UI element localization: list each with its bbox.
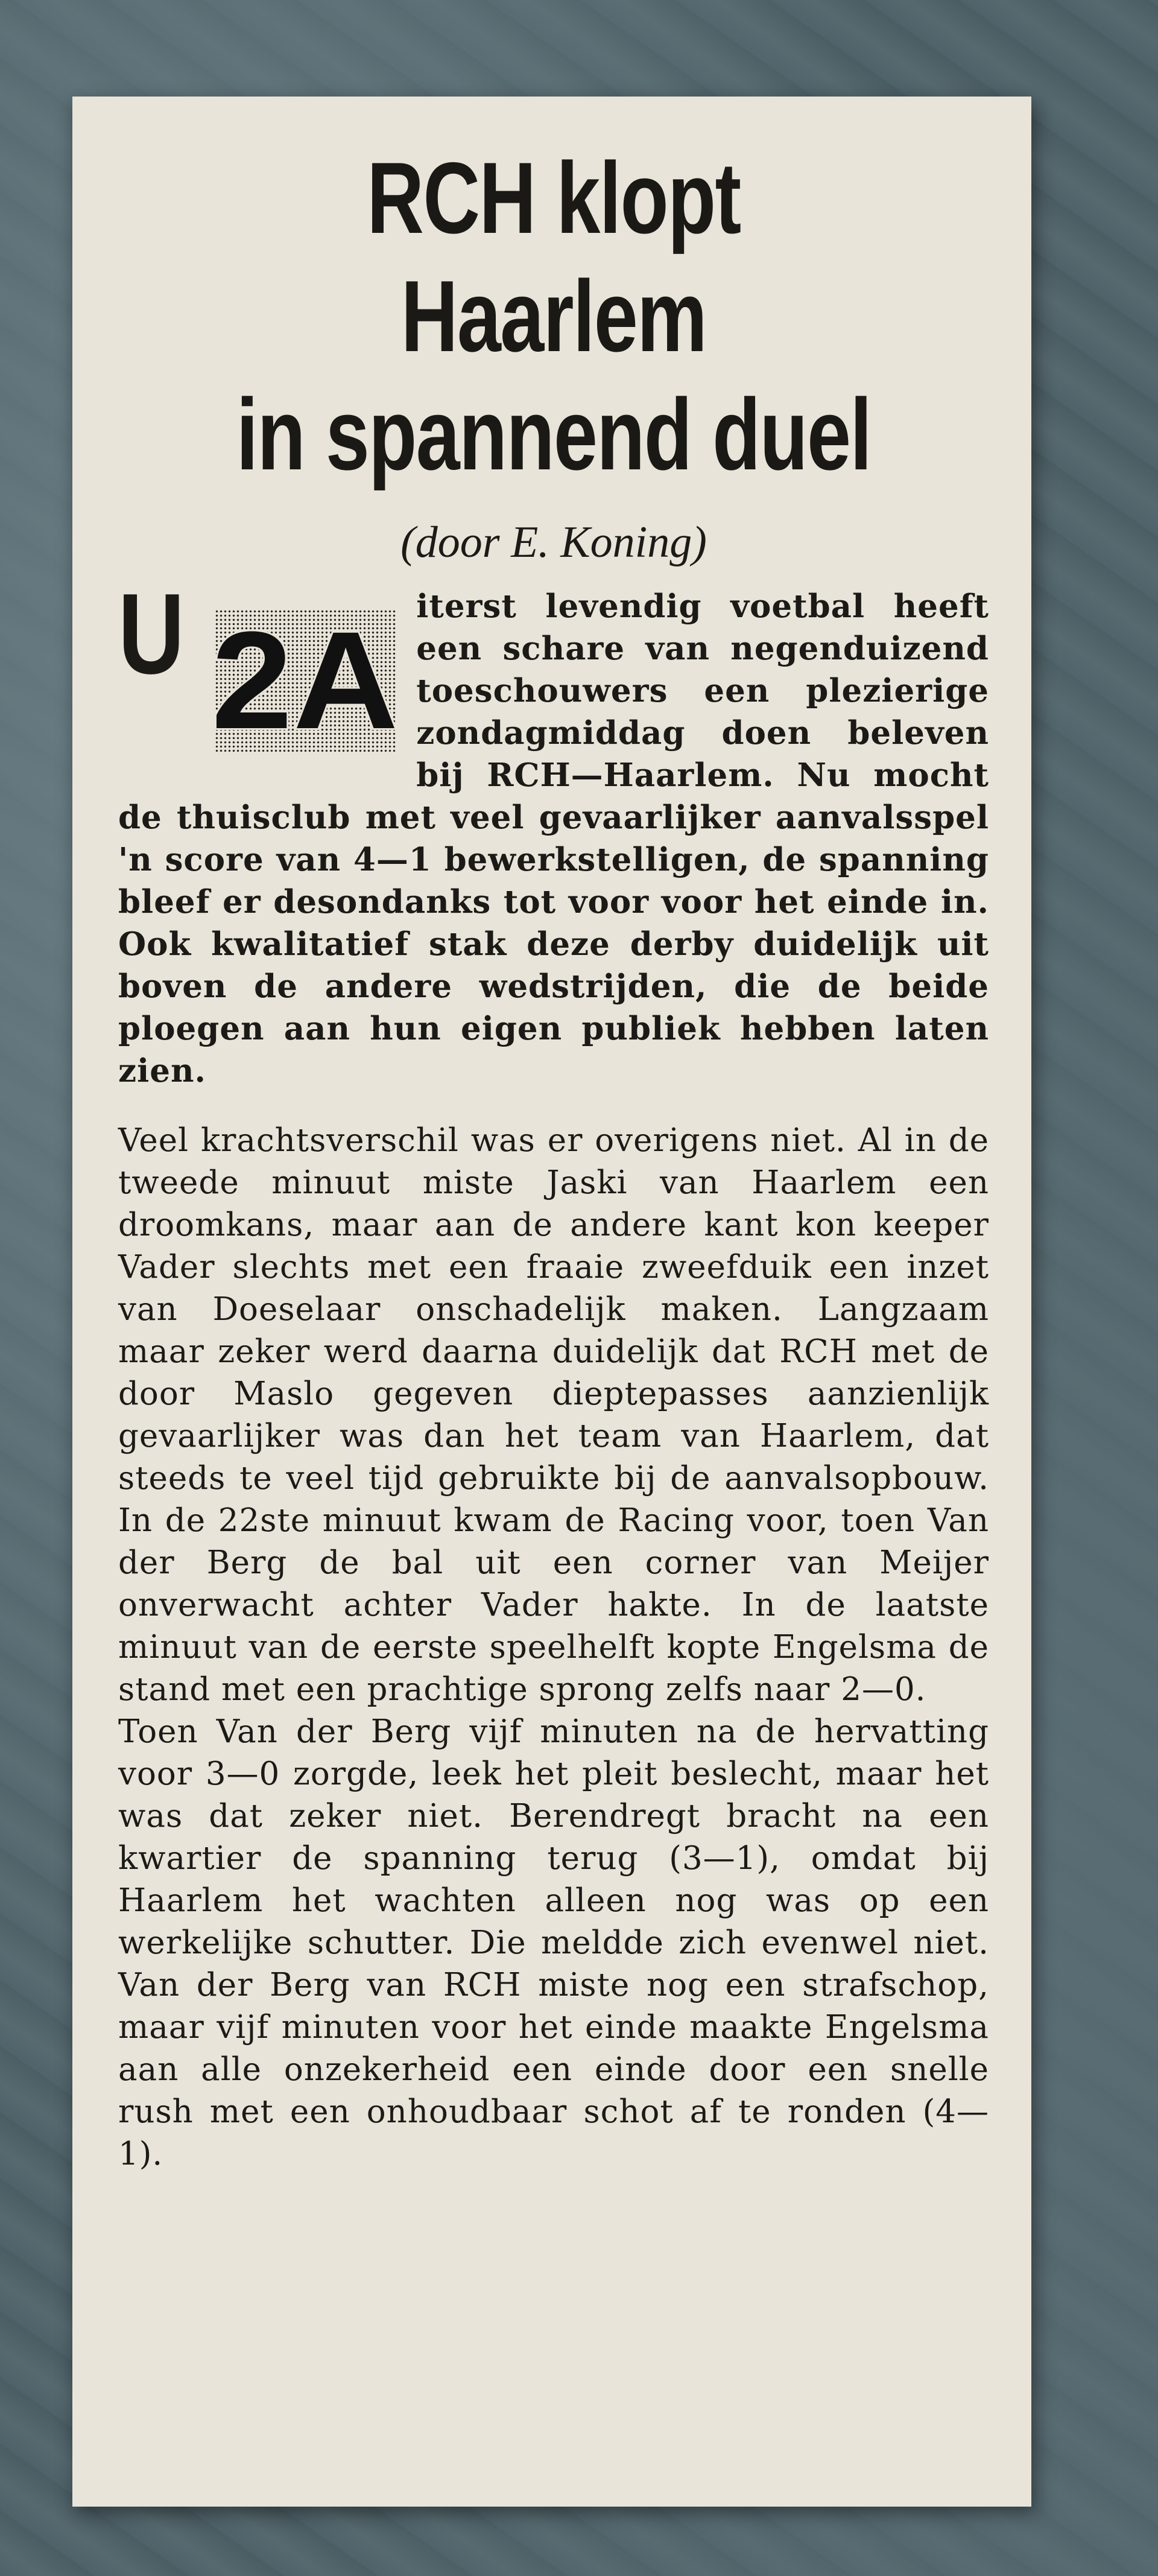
article-body [118,570,989,2175]
headline-line-1: RCH klopt Haarlem [367,141,741,373]
section-badge [211,603,399,758]
body-paragraph-2: Toen Van der Berg vijf minuten na de hervatting voor 3—0 zorgde, leek het pleit beslecht, maar het was dat zeker niet. Berendregt bracht na een kwartier de spanning terug (3—1), omdat bij Haarlem het wachten alleen nog was op een werkelijke schutter. Die meldde zich evenwel niet. Van der Berg van RCH miste nog een strafschop, maar vijf minuten voor het einde maakte Engelsma aan alle onzekerheid een einde door een snelle rush met een onhoudbaar schot af te ronden (4—1). [118,1713,989,2172]
byline: (door E. Koning) [400,518,707,567]
headline [214,139,893,493]
body-paragraph-1: Veel krachtsverschil was er overigens niet. Al in de tweede minuut miste Jaski van Haarlem een droomkans, maar aan de andere kant kon keeper Vader slechts met een fraaie zweefduik een inzet van Doeselaar onschadelijk maken. Langzaam maar zeker werd daarna duidelijk dat RCH met de door Maslo gegeven dieptepasses aanzienlijk gevaarlijker was dan het team van Haarlem, dat steeds te veel tijd gebruikte bij de aanvalsopbouw. In de 22ste minuut kwam de Racing voor, toen Van der Berg de bal uit een corner van Meijer onverwacht achter Vader hakte. In de laatste minuut van de eerste speelhelft kopte Engelsma de stand met een prachtige sprong zelfs naar 2—0. [118,1122,989,1708]
drop-cap: U [118,570,185,698]
lead-paragraph [118,570,989,1092]
headline-line-2: in spannend duel [236,378,872,491]
newspaper-clipping [72,97,1031,2507]
lead-text: iterst levendig voetbal heeft een schare van negenduizend toeschouwers een plezierige zondagmiddag doen beleven bij RCH—Haarlem. Nu mocht de thuisclub met veel gevaarlijker aanvalsspel 'n score van 4—1 bewerkstelligen, de spanning bleef er desondanks tot voor voor het einde in. Ook kwalitatief stak deze derby duidelijk uit boven de andere wedstrijden, die de beide ploegen aan hun eigen publiek hebben laten zien. [118,588,989,1090]
section-badge-label: 2A [211,603,399,758]
